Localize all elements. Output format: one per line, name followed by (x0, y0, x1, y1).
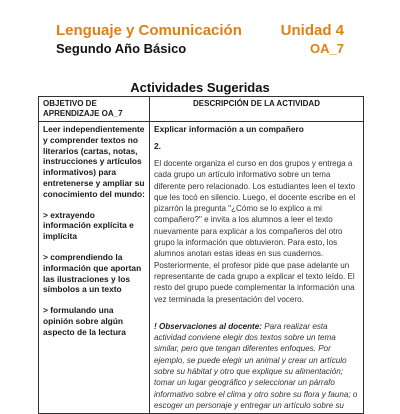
activity-title: Explicar información a un compañero (154, 124, 304, 134)
grade-label: Segundo Año Básico (56, 41, 187, 56)
header-row-top (56, 22, 344, 40)
objective-bullet: > formulando una opinión sobre algún aspecto de la lectura (43, 305, 126, 337)
header-row-bottom (56, 40, 344, 58)
objective-bullet: > comprendiendo la información que aportan las ilustraciones y los símbolos a un texto (43, 251, 142, 295)
subject-title: Lenguaje y Comunicación (56, 22, 242, 39)
objective-cell (39, 122, 150, 414)
activity-body: El docente organiza el curso en dos grupos y entrega a cada grupo un artículo informativo sobre un tema diferente pero relacionado. Los estudiantes leen el texto que les tocó en silencio. Luego, el docente escribe en el pizarrón la pregunta "¿Cómo se lo explico a mi compañero?" e invita a los alumnos a leer el texto nuevamente para explicar a los compañeros del otro grupo la información que obtuvieron. Para esto, los alumnos anotan estas ideas en sus cuadernos. Posteriormente, el profesor pide que pase adelante un representante de cada grupo a explicar el texto leído. El resto del grupo puede complementar la información una vez terminada la presentación del vocero. (154, 159, 356, 304)
objective-bullet: > extrayendo información explícita e implícita (43, 209, 134, 242)
description-column-header: DESCRIPCIÓN DE LA ACTIVIDAD (150, 97, 364, 122)
section-title: Actividades Sugeridas (130, 80, 270, 95)
observations-text: Para realizar esta actividad conviene elegir dos textos sobre un tema similar, pero que tengan diferentes enfoques. Por ejemplo, se puede elegir un animal y crear un artículo sobre su hábitat y otro que explique su alimentación; tomar un lugar geográfico y seleccionar un párrafo informativo sobre el clima y otro sobre su flora y fauna; o escoger un personaje y entregar un artículo sobre su (154, 321, 358, 410)
observations-paragraph (154, 321, 359, 411)
objective-column-header: OBJETIVO DE APRENDIZAJE OA_7 (39, 97, 150, 122)
description-cell (150, 122, 364, 414)
oa-label: OA_7 (310, 41, 344, 56)
objective-statement: Leer independientemente y comprender textos no literarios (cartas, notas, instrucciones y artículos informativos) para entretenerse y ampliar su conocimiento del mundo: (43, 124, 145, 199)
observations-label: ! Observaciones al docente: (154, 321, 262, 331)
activities-table (38, 96, 364, 414)
unit-label: Unidad 4 (280, 22, 344, 39)
activity-number: 2. (154, 141, 161, 151)
table-header-row (39, 97, 364, 122)
table-row (39, 122, 364, 414)
page-header (56, 22, 344, 58)
